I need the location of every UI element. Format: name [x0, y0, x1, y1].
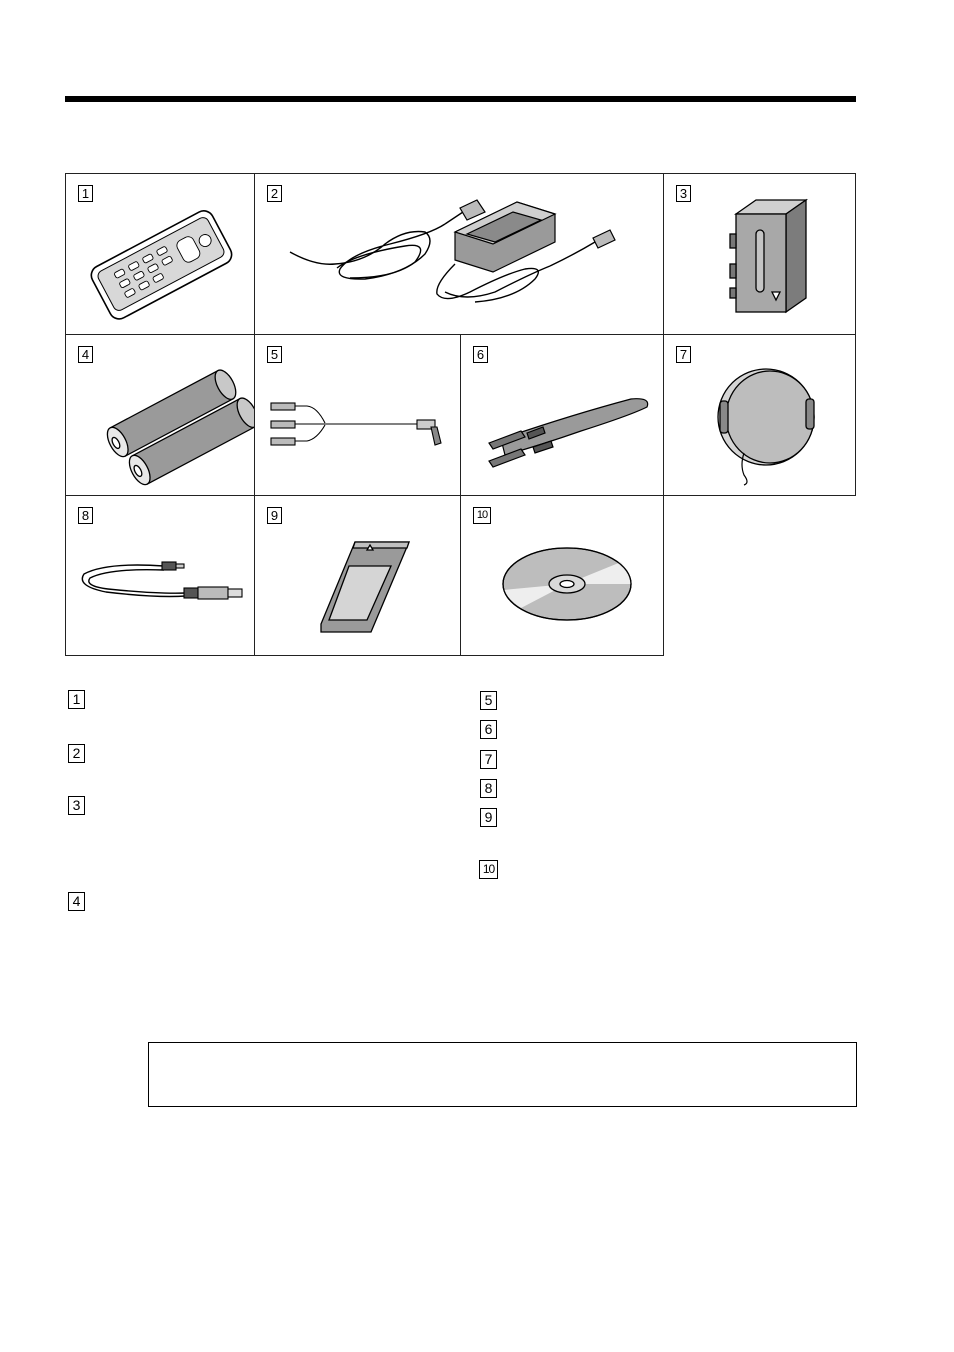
item-number: 1 [78, 185, 93, 202]
lens-cap-icon [664, 335, 857, 497]
item-number: 4 [78, 346, 93, 363]
memory-stick-icon [255, 496, 462, 657]
item-cell-10 [460, 495, 664, 656]
item-cell-8 [65, 495, 255, 656]
item-number: 10 [473, 507, 491, 524]
item-cell-2 [254, 173, 664, 335]
item-number: 8 [78, 507, 93, 524]
ac-adaptor-icon [255, 174, 665, 336]
legend-number-7: 7 [480, 750, 497, 769]
cd-rom-icon [461, 496, 665, 657]
note-box [148, 1042, 857, 1107]
item-number: 5 [267, 346, 282, 363]
item-cell-9 [254, 495, 461, 656]
item-cell-7 [663, 334, 856, 496]
legend-number-5: 5 [480, 691, 497, 710]
item-number: 6 [473, 346, 488, 363]
item-number: 2 [267, 185, 282, 202]
legend-number-6: 6 [480, 720, 497, 739]
item-cell-3 [663, 173, 856, 335]
aa-batteries-icon [66, 335, 256, 497]
item-number: 7 [676, 346, 691, 363]
legend-number-9: 9 [480, 808, 497, 827]
legend-number-1: 1 [68, 690, 85, 709]
item-cell-5 [254, 334, 461, 496]
battery-pack-icon [664, 174, 857, 336]
item-number: 9 [267, 507, 282, 524]
item-cell-1 [65, 173, 255, 335]
legend-number-3: 3 [68, 796, 85, 815]
item-cell-4 [65, 334, 255, 496]
legend-number-4: 4 [68, 892, 85, 911]
remote-commander-icon [66, 174, 256, 336]
top-rule [65, 96, 856, 102]
legend-number-2: 2 [68, 744, 85, 763]
item-cell-6 [460, 334, 664, 496]
shoulder-strap-icon [461, 335, 665, 497]
av-cable-icon [255, 335, 462, 497]
legend-number-8: 8 [480, 779, 497, 798]
item-number: 3 [676, 185, 691, 202]
usb-cable-icon [66, 496, 256, 657]
legend-number-10: 10 [479, 860, 498, 879]
